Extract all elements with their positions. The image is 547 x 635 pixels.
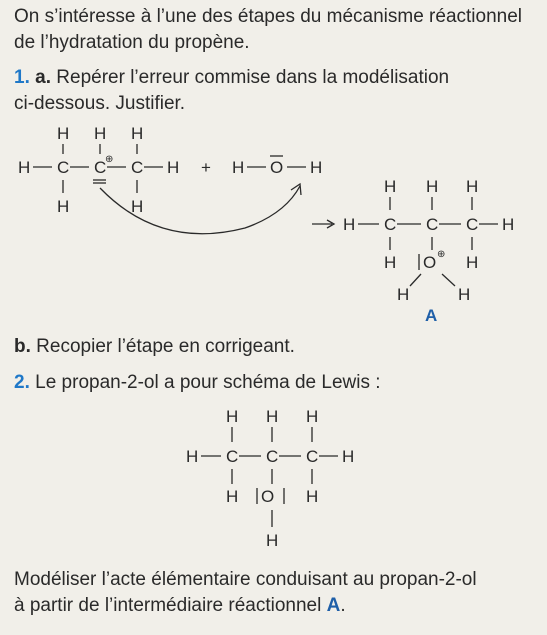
atom-c: C — [306, 447, 319, 466]
atom-c: C — [226, 447, 239, 466]
reactant-water — [232, 156, 322, 177]
atom-h: H — [343, 215, 356, 234]
atom-h: H — [466, 177, 479, 196]
atom-c: C — [466, 215, 479, 234]
atom-h: H — [384, 253, 397, 272]
atom-h: H — [232, 158, 245, 177]
atom-h: H — [18, 158, 31, 177]
question-1b-label: b. — [14, 336, 31, 357]
question-2-line-after-2-text: à partir de l’intermédiaire réactionnel — [14, 595, 322, 616]
atom-h: H — [57, 197, 70, 216]
atom-h: H — [266, 407, 279, 426]
question-2-line-after-1: Modéliser l’acte élémentaire conduisant au propan-2-ol — [14, 569, 477, 590]
atom-h: H — [306, 407, 319, 426]
curved-arrow — [100, 186, 300, 234]
atom-h: H — [426, 177, 439, 196]
atom-h: H — [167, 158, 180, 177]
question-1a-line-2: ci-dessous. Justifier. — [14, 93, 186, 114]
atom-o: O — [270, 158, 284, 177]
atom-h: H — [306, 487, 319, 506]
atom-h: H — [94, 124, 107, 143]
atom-h: H — [186, 447, 199, 466]
atom-c: C — [384, 215, 397, 234]
question-1a-label: a. — [35, 67, 51, 88]
positive-charge: ⊕ — [437, 249, 446, 260]
atom-c: C — [94, 158, 107, 177]
atom-c: C — [131, 158, 144, 177]
intermediate-a — [343, 177, 514, 325]
plus-sign: + — [201, 158, 211, 177]
atom-c: C — [57, 158, 70, 177]
atom-h: H — [397, 285, 410, 304]
atom-h: H — [131, 197, 144, 216]
question-1b-text: Recopier l’étape en corrigeant. — [36, 336, 295, 357]
intro-line-1: On s’intéresse à l’une des étapes du mécanisme réactionnel — [14, 6, 523, 27]
atom-c: C — [266, 447, 279, 466]
atom-h: H — [310, 158, 323, 177]
question-1-number: 1. — [14, 67, 30, 88]
atom-o: O — [261, 487, 275, 506]
atom-h: H — [57, 124, 70, 143]
atom-h: H — [502, 215, 515, 234]
atom-h: H — [342, 447, 355, 466]
atom-c: C — [426, 215, 439, 234]
atom-h: H — [458, 285, 471, 304]
atom-h: H — [466, 253, 479, 272]
question-1a-text: Repérer l’erreur commise dans la modélisation — [56, 67, 450, 88]
atom-h: H — [266, 531, 279, 550]
atom-h: H — [131, 124, 144, 143]
propan-2-ol-lewis — [186, 407, 354, 550]
atom-h: H — [226, 487, 239, 506]
intro-line-2: de l’hydratation du propène. — [14, 32, 250, 53]
question-2-text: Le propan-2-ol a pour schéma de Lewis : — [35, 372, 381, 393]
period: . — [340, 595, 346, 616]
question-2-number: 2. — [14, 372, 30, 393]
reactant-carbocation — [18, 124, 179, 216]
atom-h: H — [384, 177, 397, 196]
atom-h: H — [226, 407, 239, 426]
positive-charge: ⊕ — [105, 154, 114, 165]
intermediate-ref-label: A — [326, 595, 341, 616]
atom-o: O — [423, 253, 437, 272]
intermediate-label: A — [425, 306, 438, 325]
